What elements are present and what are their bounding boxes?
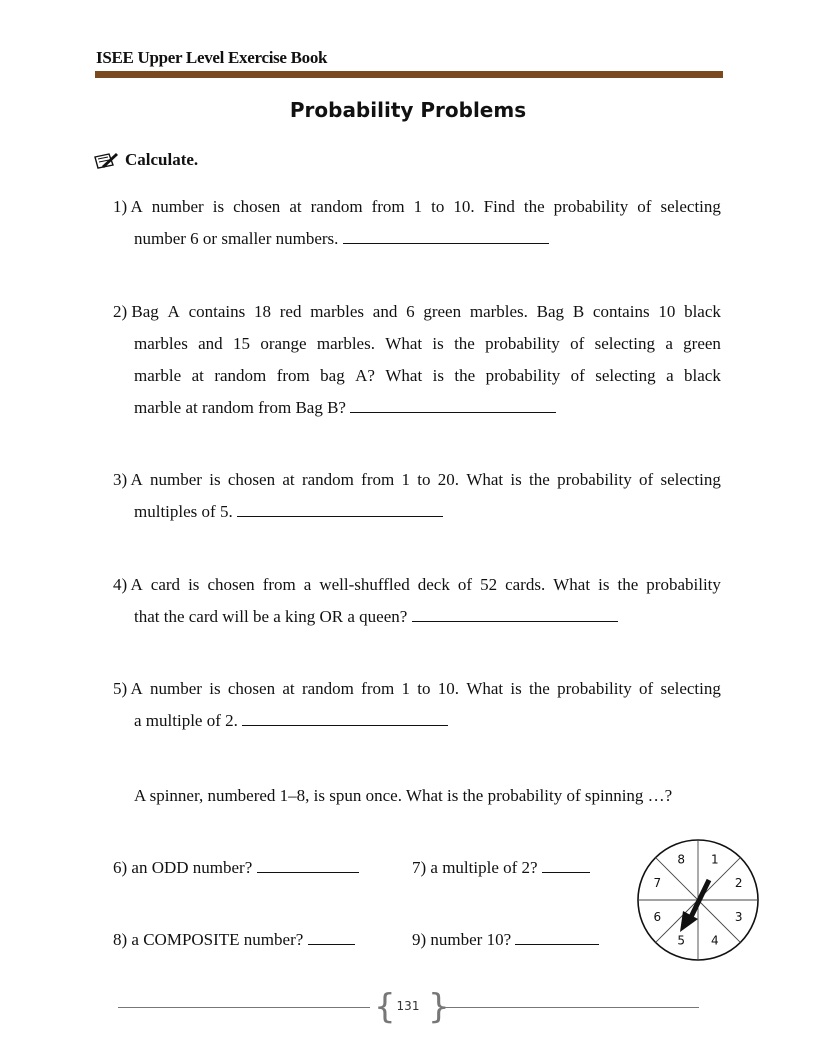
question-word: of [639,470,654,489]
question-word: 15 [233,334,250,353]
question-word: and [198,334,223,353]
answer-blank-2[interactable] [350,397,556,413]
question-word: marbles. [316,334,375,353]
question-word: at [191,366,204,385]
question-word: the [454,334,475,353]
question-word: the [523,197,545,216]
question-word: selecting [595,366,656,385]
question-word: a [665,334,673,353]
question-text: marble at random from Bag B? [134,398,351,417]
question-word: from [371,197,405,216]
question-word: 6 [406,302,415,321]
question-word: contains [188,302,246,321]
page-title: Probability Problems [289,98,527,122]
answer-blank-6[interactable] [257,857,359,873]
question-word: a [303,575,312,594]
question-word: What [385,366,423,385]
question-word: at [289,197,302,216]
answer-blank-8[interactable] [308,929,355,945]
question-8 [113,929,355,950]
question-word: probability [485,334,560,353]
question-7 [412,857,590,878]
question-word: chosen [233,197,281,216]
question-word: What [385,334,423,353]
question-word: the [617,575,639,594]
question-word: random [214,366,267,385]
instruction-label: Calculate. [125,150,199,169]
question-word: What [553,575,591,594]
question-word: random [310,197,363,216]
answer-blank-1[interactable] [343,228,549,244]
question-word: 52 [480,575,498,594]
question-word: A? [355,366,375,385]
question-word: 20. [437,470,460,489]
question-word: number [150,679,202,698]
question-line [113,496,721,528]
question-number: 1) A [113,197,143,216]
question-6 [113,857,359,878]
question-word: orange [260,334,307,353]
page-number: 131 [396,999,420,1013]
question-word: is [432,334,444,353]
question-line [113,601,721,633]
question-word: A [167,302,180,321]
question-word: What [466,679,504,698]
question-line [113,673,721,705]
footer-bracket-right: } [428,987,450,1027]
question-word: well-shuffled [319,575,410,594]
question-word: the [454,366,476,385]
question-text: a multiple of 2. [134,711,243,730]
spinner-number: 7 [653,876,662,891]
question-word: of [639,679,654,698]
question-number: 2) Bag [113,302,159,321]
header-rule [95,71,723,78]
question-word: cards. [505,575,546,594]
question-4 [113,569,721,633]
question-word: probability [557,679,632,698]
question-line [113,223,721,255]
spinner-number: 6 [653,909,662,924]
pencil-paper-icon [93,151,119,169]
question-word: chosen [227,470,276,489]
question-word: a [666,366,674,385]
question-word: 10. [437,679,460,698]
question-word: marble [134,366,182,385]
question-word: of [457,575,473,594]
question-word: 18 [253,302,271,321]
answer-blank-3[interactable] [237,501,443,517]
question-word: number [151,197,204,216]
question-word: contains [592,302,650,321]
footer-rule-left [118,1007,370,1008]
spinner-number: 8 [677,852,686,867]
question-number: 4) A [113,575,143,594]
question-word: to [431,197,445,216]
question-word: to [417,679,431,698]
question-5 [113,673,721,737]
spinner-number: 3 [734,909,743,924]
question-word: random [301,679,354,698]
question-word: random [301,470,354,489]
question-word: selecting [594,334,655,353]
question-word: marbles. [469,302,528,321]
question-word: selecting [660,679,721,698]
question-word: is [432,366,444,385]
question-word: to [417,470,431,489]
question-word: is [598,575,610,594]
spinner-intro: A spinner, numbered 1–8, is spun once. What is the probability of spinning …? [134,786,673,805]
question-6-text: 6) an ODD number? [113,858,253,877]
question-word: 1 [413,197,423,216]
question-line [113,464,721,496]
question-word: card [150,575,181,594]
spinner-diagram [636,838,760,962]
question-word: of [570,334,585,353]
question-1 [113,191,721,255]
question-word: black [684,302,721,321]
answer-blank-9[interactable] [515,929,599,945]
question-2 [113,296,721,424]
question-word: What [466,470,504,489]
answer-blank-5[interactable] [242,710,448,726]
question-word: is [212,197,225,216]
question-word: deck [417,575,450,594]
question-number: 3) A [113,470,143,489]
question-line [113,705,721,737]
question-word: from [361,470,395,489]
question-word: 1 [401,679,410,698]
question-line [113,392,721,424]
question-text: multiples of 5. [134,502,237,521]
question-word: Find [483,197,515,216]
question-line [113,569,721,601]
question-word: chosen [227,679,276,698]
question-word: red [279,302,302,321]
question-3 [113,464,721,528]
question-text: that the card will be a king OR a queen? [134,607,412,626]
book-title: ISEE Upper Level Exercise Book [96,48,328,67]
question-word: is [188,575,200,594]
question-word: selecting [660,470,721,489]
question-word: probability [485,366,561,385]
question-word: probability [553,197,629,216]
footer-bracket-left: { [374,987,396,1027]
question-line [113,360,721,392]
question-word: and [372,302,398,321]
question-text: number 6 or smaller numbers. [134,229,343,248]
question-word: of [637,197,652,216]
question-9-text: 9) number 10? [412,930,512,949]
question-word: number [150,470,202,489]
question-word: selecting [660,197,721,216]
question-word: green [423,302,462,321]
question-word: B [572,302,585,321]
spinner-number: 5 [677,933,686,948]
question-word: green [683,334,721,353]
question-word: probability [557,470,632,489]
question-word: probability [646,575,721,594]
question-word: the [529,470,550,489]
question-word: the [529,679,550,698]
footer-rule-right [443,1007,699,1008]
spinner-number: 2 [734,876,743,891]
question-word: 10 [658,302,676,321]
question-8-text: 8) a COMPOSITE number? [113,930,304,949]
question-word: from [361,679,395,698]
question-word: black [684,366,721,385]
instruction [93,150,198,170]
question-word: at [282,679,295,698]
question-word: is [209,470,221,489]
question-word: Bag [536,302,565,321]
answer-blank-4[interactable] [412,606,618,622]
question-9 [412,929,599,950]
question-line [113,191,721,223]
question-word: at [282,470,295,489]
spinner-number: 1 [710,852,719,867]
question-number: 5) A [113,679,143,698]
question-word: 10. [453,197,475,216]
answer-blank-7[interactable] [542,857,590,873]
question-word: is [510,679,522,698]
question-word: marbles [134,334,188,353]
question-7-text: 7) a multiple of 2? [412,858,538,877]
question-word: chosen [207,575,255,594]
question-word: marbles [310,302,365,321]
question-word: is [510,470,522,489]
question-word: from [276,366,310,385]
spinner-number: 4 [710,933,719,948]
question-word: 1 [401,470,410,489]
question-word: bag [320,366,345,385]
question-line [113,328,721,360]
question-line [113,296,721,328]
question-word: from [262,575,296,594]
question-word: is [209,679,221,698]
question-word: of [570,366,585,385]
